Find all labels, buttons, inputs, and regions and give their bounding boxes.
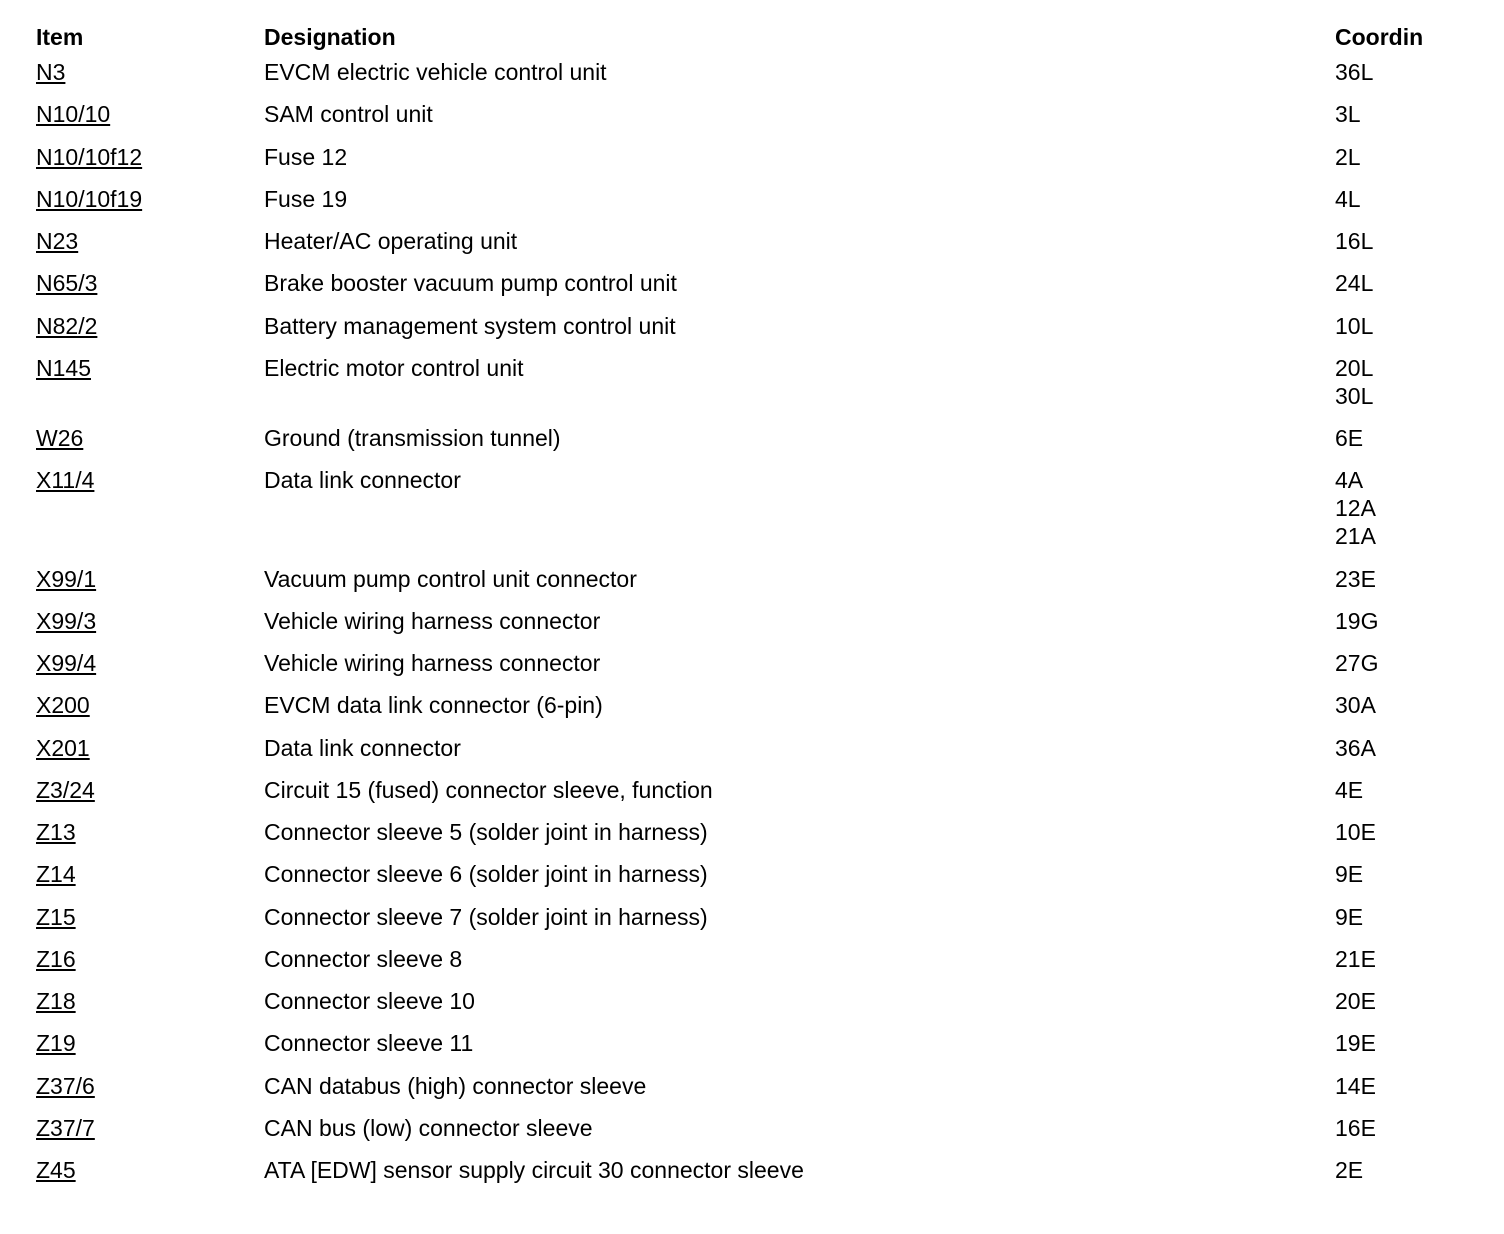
coordinates-cell — [1335, 565, 1476, 593]
item-cell — [36, 860, 264, 888]
coordinate-value: 20L — [1335, 354, 1374, 381]
designation-cell: Connector sleeve 5 (solder joint in harness) — [264, 819, 708, 845]
item-cell — [36, 185, 264, 213]
header-designation: Designation — [264, 24, 396, 50]
item-link[interactable]: W26 — [36, 425, 84, 451]
item-cell — [36, 691, 264, 719]
coordinate-value: 16L — [1335, 228, 1374, 254]
item-link[interactable]: N10/10f19 — [36, 185, 143, 212]
item-link[interactable]: N10/10f12 — [36, 143, 143, 170]
table-row — [36, 466, 1476, 550]
table-row — [36, 945, 1476, 973]
coordinate-value: 4A — [1335, 467, 1364, 493]
table-row — [36, 649, 1476, 677]
coordinate-value: 36A — [1335, 734, 1376, 761]
item-link[interactable]: X99/1 — [36, 565, 97, 592]
coordinate-value: 23E — [1335, 565, 1376, 592]
item-cell — [36, 1156, 264, 1184]
coordinates-cell — [1335, 1114, 1476, 1142]
coordinate-value: 24L — [1335, 270, 1374, 296]
table-row — [36, 776, 1476, 804]
table-row — [36, 1072, 1476, 1100]
coordinate-value: 12A — [1335, 495, 1376, 521]
header-coordinates: Coordin — [1335, 24, 1424, 50]
item-link[interactable]: N3 — [36, 59, 66, 85]
coordinate-value: 10E — [1335, 819, 1376, 845]
table-row — [36, 185, 1476, 213]
coordinate-value: 27G — [1335, 650, 1379, 676]
item-link[interactable]: X99/3 — [36, 607, 97, 634]
coordinates-cell — [1335, 424, 1476, 452]
designation-cell: ATA [EDW] sensor supply circuit 30 connector sleeve — [264, 1157, 804, 1183]
item-link[interactable]: Z18 — [36, 988, 76, 1014]
item-cell — [36, 354, 264, 382]
designation-cell: Brake booster vacuum pump control unit — [264, 270, 677, 296]
item-cell — [36, 987, 264, 1015]
coordinate-value: 6E — [1335, 425, 1364, 451]
item-cell — [36, 1072, 264, 1100]
item-cell — [36, 776, 264, 804]
coordinates-cell — [1335, 649, 1476, 677]
designation-cell: Circuit 15 (fused) connector sleeve, function — [264, 776, 713, 803]
coordinates-cell — [1335, 1156, 1476, 1184]
item-cell — [36, 1029, 264, 1057]
item-cell — [36, 649, 264, 677]
coordinates-cell — [1335, 903, 1476, 931]
designation-cell: Connector sleeve 7 (solder joint in harness) — [264, 903, 708, 930]
coordinate-value: 20E — [1335, 988, 1376, 1014]
coordinates-cell — [1335, 312, 1476, 340]
item-link[interactable]: Z15 — [36, 903, 76, 930]
item-link[interactable]: X11/4 — [36, 467, 95, 493]
table-row — [36, 607, 1476, 635]
coordinate-value: 9E — [1335, 903, 1364, 930]
coordinate-value: 10L — [1335, 312, 1374, 339]
designation-cell: Vehicle wiring harness connector — [264, 607, 601, 634]
designation-cell: Connector sleeve 11 — [264, 1030, 474, 1056]
table-row — [36, 227, 1476, 255]
table-row — [36, 100, 1476, 128]
designation-cell: Ground (transmission tunnel) — [264, 425, 561, 451]
coordinates-cell — [1335, 185, 1476, 213]
item-cell — [36, 466, 264, 494]
coordinates-cell — [1335, 354, 1476, 410]
table-row — [36, 565, 1476, 593]
item-cell — [36, 903, 264, 931]
coordinates-cell — [1335, 100, 1476, 128]
table-row — [36, 818, 1476, 846]
table-row — [36, 903, 1476, 931]
coordinate-value: 3L — [1335, 101, 1361, 127]
coordinate-value: 4E — [1335, 776, 1364, 803]
item-link[interactable]: Z13 — [36, 819, 76, 845]
table-row — [36, 143, 1476, 171]
designation-cell: CAN databus (high) connector sleeve — [264, 1072, 647, 1099]
item-link[interactable]: N145 — [36, 354, 91, 381]
coordinates-cell — [1335, 607, 1476, 635]
coordinates-cell — [1335, 227, 1476, 255]
item-cell — [36, 312, 264, 340]
designation-cell: Connector sleeve 10 — [264, 988, 475, 1014]
coordinates-cell — [1335, 776, 1476, 804]
coordinates-cell — [1335, 945, 1476, 973]
coordinate-value: 14E — [1335, 1072, 1376, 1099]
coordinates-cell — [1335, 734, 1476, 762]
item-cell — [36, 565, 264, 593]
table-row — [36, 734, 1476, 762]
item-cell — [36, 734, 264, 762]
table-row — [36, 58, 1476, 86]
designation-cell: SAM control unit — [264, 101, 433, 127]
item-cell — [36, 58, 264, 86]
coordinates-cell — [1335, 818, 1476, 846]
designation-cell: Vehicle wiring harness connector — [264, 650, 601, 676]
item-cell — [36, 424, 264, 452]
item-link[interactable]: X200 — [36, 692, 90, 718]
coordinate-value: 30A — [1335, 692, 1376, 718]
table-row — [36, 424, 1476, 452]
coordinate-value: 16E — [1335, 1114, 1376, 1141]
item-cell — [36, 143, 264, 171]
item-link[interactable]: Z3/24 — [36, 776, 95, 803]
coordinates-cell — [1335, 269, 1476, 297]
item-link[interactable]: N82/2 — [36, 312, 98, 339]
designation-cell: EVCM electric vehicle control unit — [264, 59, 607, 85]
item-cell — [36, 945, 264, 973]
item-link[interactable]: X201 — [36, 734, 90, 761]
designation-cell: Electric motor control unit — [264, 354, 524, 381]
item-link[interactable]: Z14 — [36, 861, 76, 887]
table-row — [36, 354, 1476, 410]
table-row — [36, 269, 1476, 297]
table-body — [36, 58, 1476, 1184]
table-row — [36, 691, 1476, 719]
coordinates-cell — [1335, 1029, 1476, 1057]
coordinate-value: 21E — [1335, 945, 1376, 972]
coordinates-cell — [1335, 987, 1476, 1015]
designation-cell: Fuse 12 — [264, 143, 348, 170]
designation-cell: Connector sleeve 8 — [264, 945, 463, 972]
designation-cell: Battery management system control unit — [264, 312, 676, 339]
table-row — [36, 1156, 1476, 1184]
designation-cell: Heater/AC operating unit — [264, 228, 518, 254]
designation-cell: Connector sleeve 6 (solder joint in harness) — [264, 861, 708, 887]
item-cell — [36, 607, 264, 635]
item-link[interactable]: Z37/7 — [36, 1114, 95, 1141]
coordinate-value: 36L — [1335, 59, 1374, 85]
table-header — [36, 22, 1476, 58]
coordinates-cell — [1335, 58, 1476, 86]
table-row — [36, 312, 1476, 340]
coordinate-value: 21A — [1335, 523, 1376, 549]
table-row — [36, 1114, 1476, 1142]
item-cell — [36, 227, 264, 255]
coordinates-cell — [1335, 1072, 1476, 1100]
designation-cell: Vacuum pump control unit connector — [264, 565, 637, 592]
coordinate-value: 19G — [1335, 607, 1379, 634]
table-row — [36, 1029, 1476, 1057]
item-link[interactable]: X99/4 — [36, 650, 97, 676]
item-cell — [36, 269, 264, 297]
table-row — [36, 987, 1476, 1015]
coordinates-cell — [1335, 691, 1476, 719]
header-item: Item — [36, 24, 84, 50]
coordinate-value: 2E — [1335, 1157, 1364, 1183]
item-cell — [36, 818, 264, 846]
designation-cell: Fuse 19 — [264, 185, 348, 212]
designation-cell: EVCM data link connector (6-pin) — [264, 692, 603, 718]
coordinates-cell — [1335, 143, 1476, 171]
table-row — [36, 860, 1476, 888]
designation-cell: Data link connector — [264, 467, 461, 493]
coordinate-value: 9E — [1335, 861, 1364, 887]
item-link[interactable]: Z19 — [36, 1030, 76, 1056]
coordinate-value: 30L — [1335, 382, 1374, 409]
designation-cell: Data link connector — [264, 734, 461, 761]
item-link[interactable]: Z16 — [36, 945, 76, 972]
designation-cell: CAN bus (low) connector sleeve — [264, 1114, 593, 1141]
coordinates-cell — [1335, 466, 1476, 550]
coordinates-cell — [1335, 860, 1476, 888]
item-link[interactable]: N10/10 — [36, 101, 111, 127]
item-link[interactable]: Z45 — [36, 1157, 76, 1183]
coordinate-value: 19E — [1335, 1030, 1376, 1056]
item-cell — [36, 1114, 264, 1142]
item-cell — [36, 100, 264, 128]
component-table — [36, 22, 1476, 1198]
item-link[interactable]: Z37/6 — [36, 1072, 95, 1099]
coordinate-value: 2L — [1335, 143, 1361, 170]
coordinate-value: 4L — [1335, 185, 1361, 212]
item-link[interactable]: N65/3 — [36, 270, 98, 296]
item-link[interactable]: N23 — [36, 228, 79, 254]
